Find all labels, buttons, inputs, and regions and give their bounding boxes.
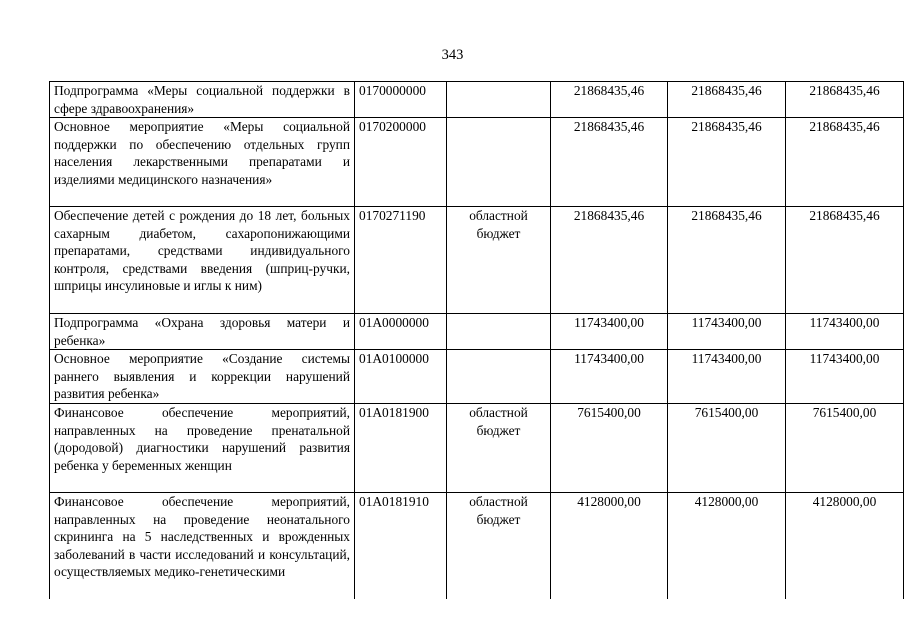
row-value-3: 21868435,46 [786, 82, 904, 118]
row-code: 01А0100000 [355, 350, 447, 404]
row-value-1: 4128000,00 [551, 493, 668, 600]
page-number: 343 [441, 47, 464, 63]
table-row [50, 207, 904, 314]
row-value-3: 11743400,00 [786, 350, 904, 404]
row-value-3: 7615400,00 [786, 404, 904, 493]
table-row [50, 493, 904, 600]
row-code: 01А0181900 [355, 404, 447, 493]
row-value-1: 21868435,46 [551, 82, 668, 118]
row-name: Финансовое обеспечение мероприятий, направленных на проведение неонатального скрининга на 5 наследственных и врожденных заболеваний в части исследований и консультаций, осуществляемых медико-генетическими [54, 494, 350, 579]
table-row [50, 314, 904, 350]
row-value-1: 7615400,00 [551, 404, 668, 493]
row-code: 01А0000000 [355, 314, 447, 350]
row-value-2: 21868435,46 [668, 118, 786, 207]
row-value-2: 21868435,46 [668, 82, 786, 118]
row-name: Подпрограмма «Охрана здоровья матери и ребенка» [50, 314, 355, 350]
row-value-3: 21868435,46 [786, 118, 904, 207]
table-row [50, 82, 904, 118]
row-source [447, 350, 551, 404]
row-value-2: 11743400,00 [668, 314, 786, 350]
row-value-1: 11743400,00 [551, 314, 668, 350]
row-source: областной бюджет [447, 404, 551, 493]
row-value-2: 11743400,00 [668, 350, 786, 404]
row-value-2: 7615400,00 [668, 404, 786, 493]
row-source [447, 118, 551, 207]
row-value-2: 4128000,00 [668, 493, 786, 600]
row-name: Обеспечение детей с рождения до 18 лет, больных сахарным диабетом, сахаропонижающими препаратами, средствами индивидуального контроля, средствами введения (шприц-ручки, шприцы инсулиновые и иглы к ним) [50, 207, 355, 314]
row-name: Подпрограмма «Меры социальной поддержки в сфере здравоохранения» [50, 82, 355, 118]
row-code: 0170271190 [355, 207, 447, 314]
row-code: 01А0181910 [355, 493, 447, 600]
row-value-1: 11743400,00 [551, 350, 668, 404]
row-name: Основное мероприятие «Создание системы раннего выявления и коррекции нарушений развития ребенка» [50, 350, 355, 404]
table-row [50, 404, 904, 493]
row-source [447, 82, 551, 118]
row-source: областной бюджет [447, 207, 551, 314]
budget-table [49, 81, 904, 599]
row-code: 0170200000 [355, 118, 447, 207]
row-value-1: 21868435,46 [551, 118, 668, 207]
row-name: Финансовое обеспечение мероприятий, направленных на проведение пренатальной (дородовой) диагностики нарушений развития ребенка у беременных женщин [50, 404, 355, 493]
row-source: областной бюджет [447, 493, 551, 600]
row-value-2: 21868435,46 [668, 207, 786, 314]
table-row [50, 350, 904, 404]
row-value-3: 4128000,00 [786, 493, 904, 600]
row-source [447, 314, 551, 350]
row-value-3: 11743400,00 [786, 314, 904, 350]
row-value-1: 21868435,46 [551, 207, 668, 314]
table-row [50, 118, 904, 207]
row-name: Основное мероприятие «Меры социальной поддержки по обеспечению отдельных групп населения лекарственными препаратами и изделиями медицинского назначения» [50, 118, 355, 207]
row-value-3: 21868435,46 [786, 207, 904, 314]
row-code: 0170000000 [355, 82, 447, 118]
